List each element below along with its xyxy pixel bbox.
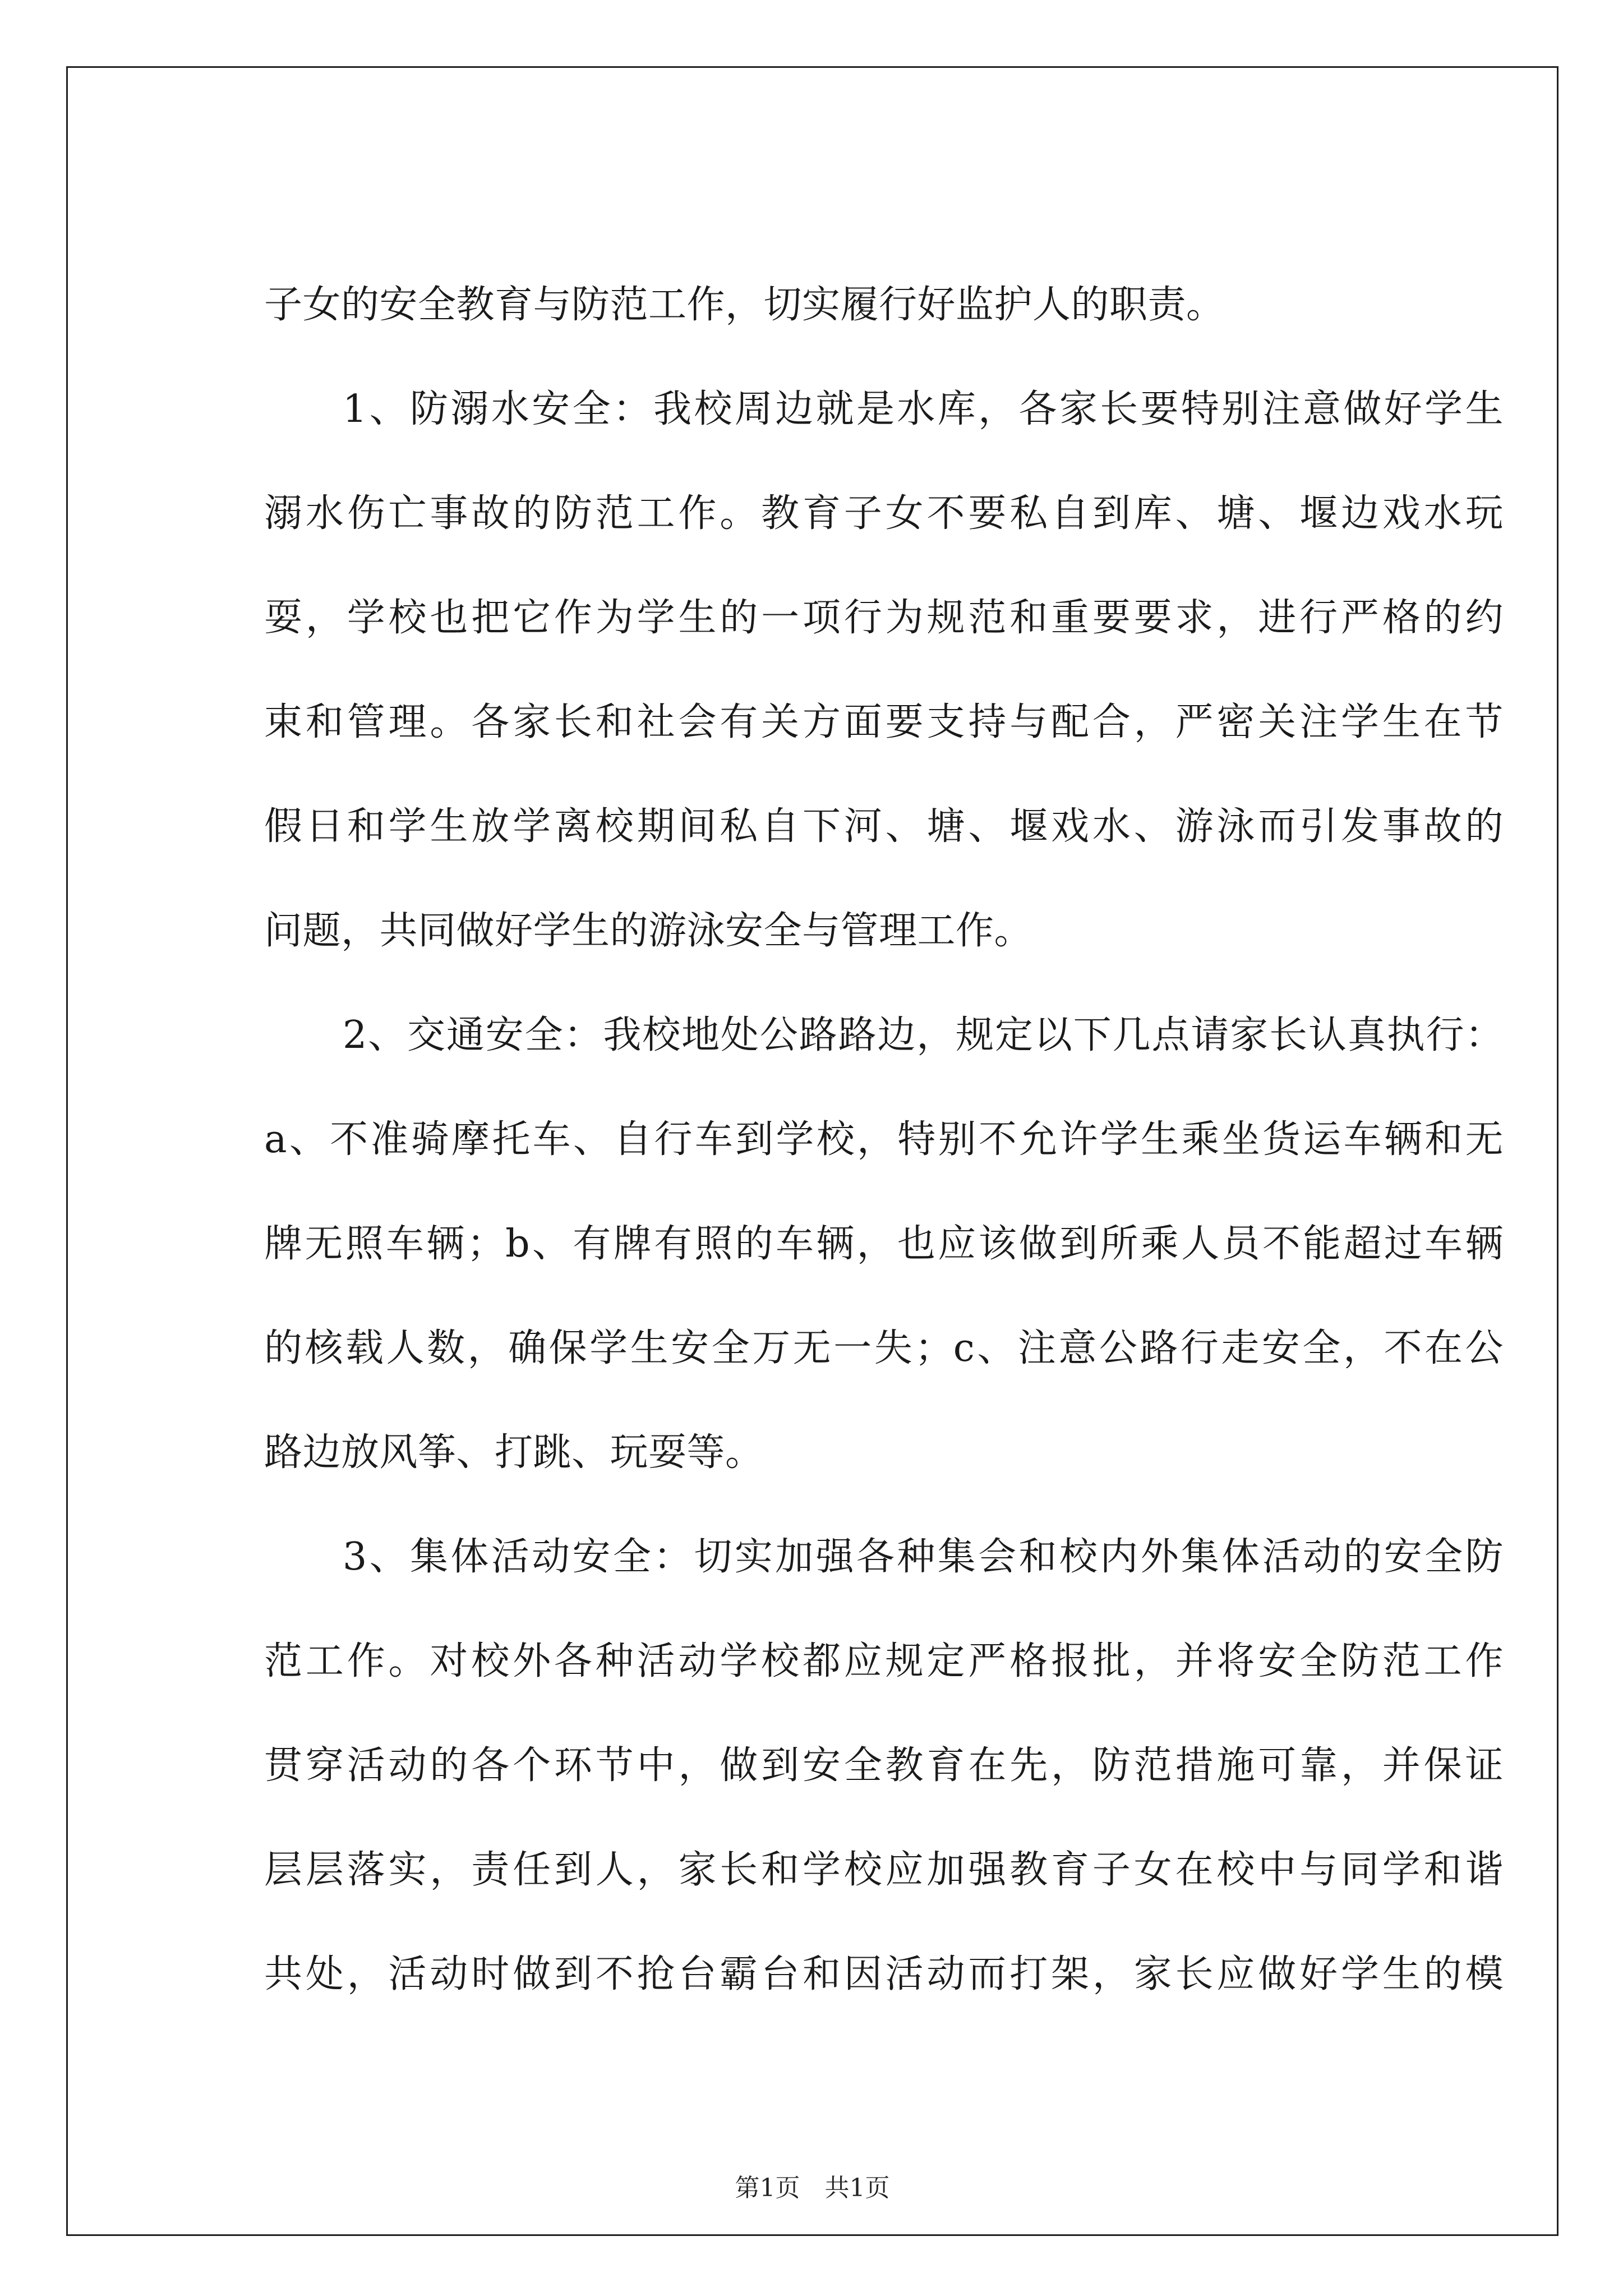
paragraph-line: 牌无照车辆；b、有牌有照的车辆，也应该做到所乘人员不能超过车辆 xyxy=(264,1222,1504,1266)
page-frame xyxy=(66,66,1559,2236)
paragraph-line: 2、交通安全：我校地处公路路边，规定以下几点请家长认真执行： xyxy=(343,1013,1504,1057)
document-body xyxy=(264,253,1504,2082)
paragraph-line: 假日和学生放学离校期间私自下河、塘、堰戏水、游泳而引发事故的 xyxy=(264,804,1504,849)
page-footer: 第1页 共1页 xyxy=(735,2174,890,2202)
paragraph-line: 3、集体活动安全：切实加强各种集会和校内外集体活动的安全防 xyxy=(343,1535,1504,1579)
paragraph-line: 贯穿活动的各个环节中，做到安全教育在先，防范措施可靠，并保证 xyxy=(264,1743,1504,1788)
paragraph-line: 耍，学校也把它作为学生的一项行为规范和重要要求，进行严格的约 xyxy=(264,596,1504,640)
paragraph-line: 溺水伤亡事故的防范工作。教育子女不要私自到库、塘、堰边戏水玩 xyxy=(264,491,1504,536)
paragraph-line: 1、防溺水安全：我校周边就是水库，各家长要特别注意做好学生 xyxy=(343,387,1504,431)
paragraph-line: 束和管理。各家长和社会有关方面要支持与配合，严密关注学生在节 xyxy=(264,700,1504,744)
paragraph-line: 路边放风筝、打跳、玩耍等。 xyxy=(264,1430,764,1475)
paragraph-line: 子女的安全教育与防范工作，切实履行好监护人的职责。 xyxy=(264,283,1225,327)
paragraph-line: 的核载人数，确保学生安全万无一失；c、注意公路行走安全，不在公 xyxy=(264,1326,1504,1370)
paragraph-line: 问题，共同做好学生的游泳安全与管理工作。 xyxy=(264,909,1033,953)
paragraph-line: a、不准骑摩托车、自行车到学校，特别不允许学生乘坐货运车辆和无 xyxy=(264,1117,1504,1162)
paragraph-line: 范工作。对校外各种活动学校都应规定严格报批，并将安全防范工作 xyxy=(264,1639,1504,1683)
paragraph-line: 共处，活动时做到不抢台霸台和因活动而打架，家长应做好学生的模 xyxy=(264,1952,1504,1996)
paragraph-line: 层层落实，责任到人，家长和学校应加强教育子女在校中与同学和谐 xyxy=(264,1848,1504,1892)
